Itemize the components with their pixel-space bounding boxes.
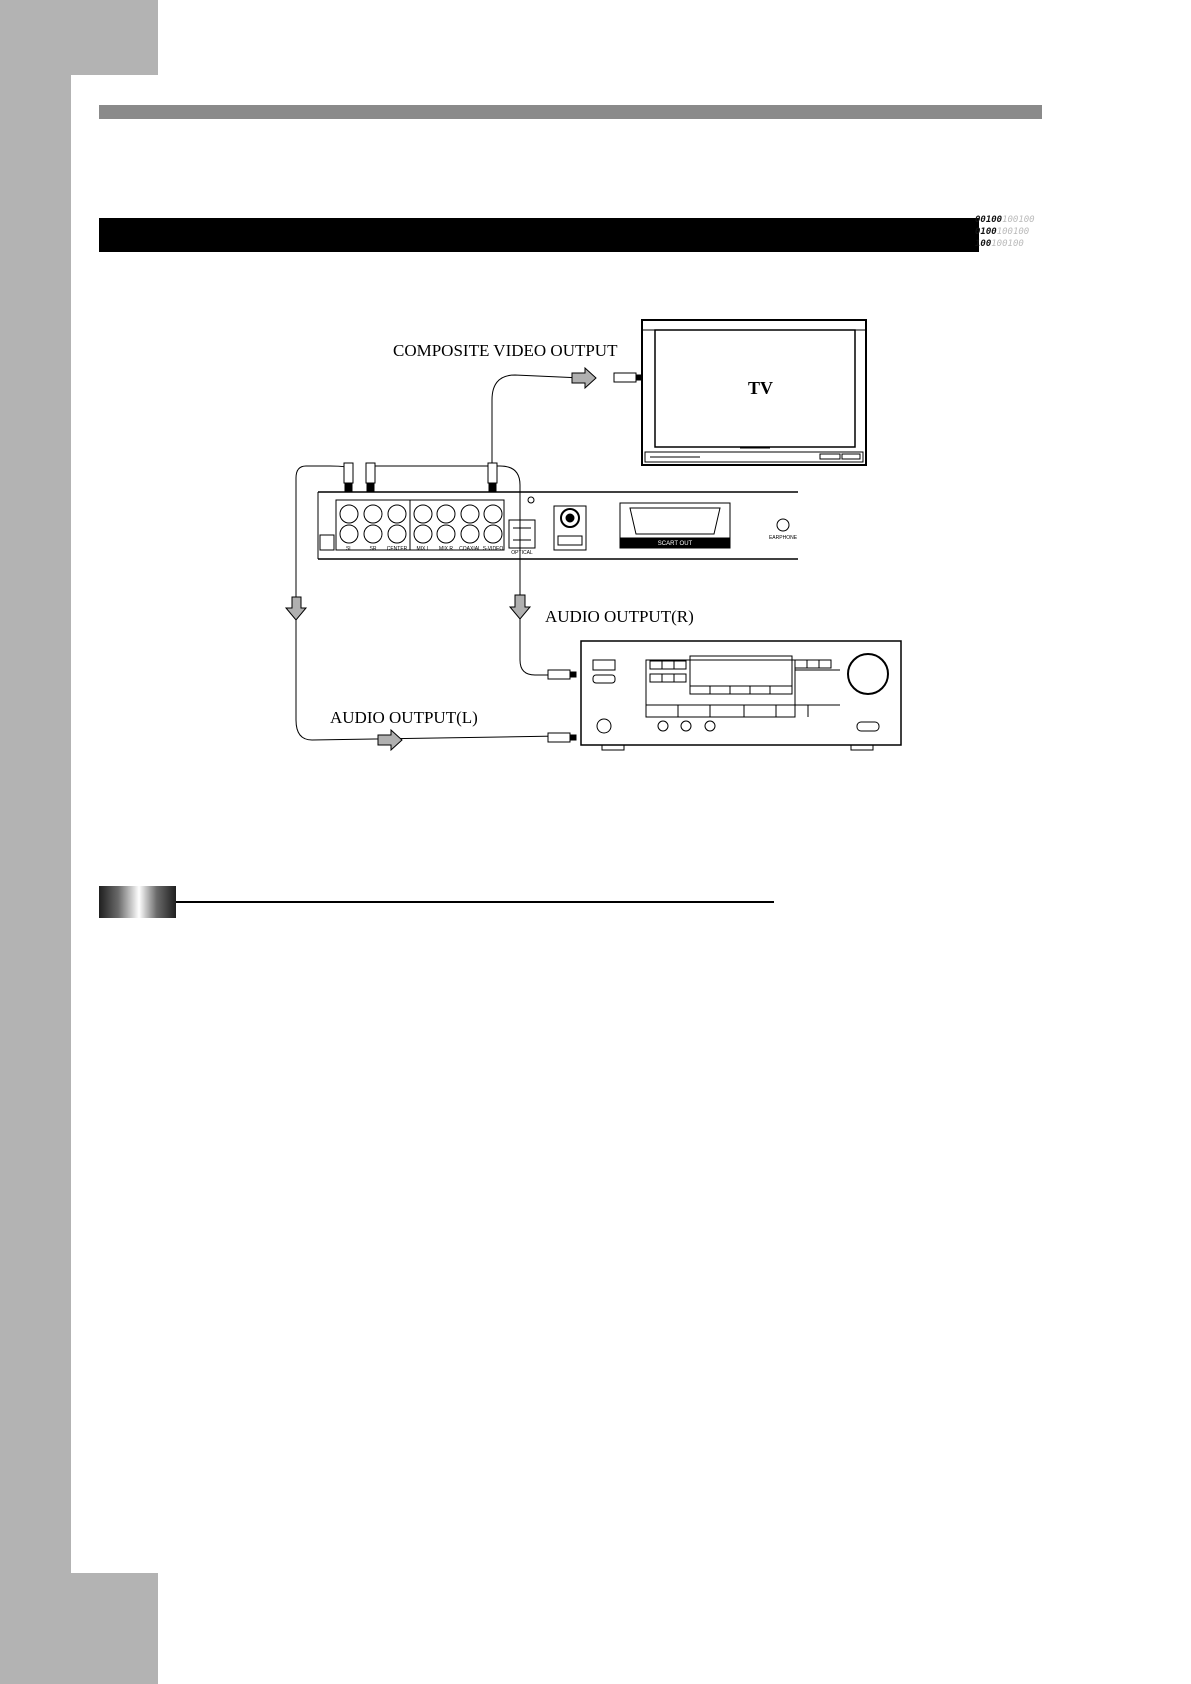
audio-output-right-label: AUDIO OUTPUT(R): [545, 607, 694, 626]
panel-label-optical: OPTICAL: [511, 550, 533, 556]
binary-dark: 100: [975, 239, 992, 249]
arrow-right-icon: [378, 730, 402, 750]
cables: [296, 375, 582, 740]
panel-label-center: CENTER: [386, 546, 408, 552]
section-marker: [99, 886, 176, 918]
audio-output-left-label: AUDIO OUTPUT(L): [330, 708, 478, 727]
panel-label-mix-l: MIX L: [416, 546, 430, 552]
composite-video-output-label: COMPOSITE VIDEO OUTPUT: [393, 341, 618, 360]
arrow-down-icon: [286, 597, 306, 620]
binary-light: 100100: [1002, 215, 1035, 225]
panel-label-mix-r: MIX R: [439, 546, 453, 552]
panel-label-scart: SCART OUT: [657, 541, 693, 547]
panel-label-earphone: EARPHONE: [768, 535, 798, 541]
device-plugs: [548, 373, 642, 742]
binary-light: 100100: [996, 227, 1030, 237]
dvd-plugs: [344, 463, 497, 491]
section-rule: [176, 901, 774, 903]
tv-label: TV: [748, 378, 774, 398]
panel-label-sl: SL: [345, 546, 353, 552]
tv: [642, 320, 866, 465]
panel-label-s-video: S-VIDEO: [482, 546, 504, 552]
binary-light: 100100: [991, 239, 1024, 249]
amplifier: [581, 641, 901, 750]
binary-dark: 00100: [975, 215, 1003, 225]
binary-dark: 0100: [975, 227, 997, 237]
arrow-down-icon: [510, 595, 530, 619]
arrow-right-icon: [572, 368, 596, 388]
panel-label-coaxial: COAXIAL: [459, 546, 481, 552]
panel-label-sr: SR: [369, 546, 377, 552]
